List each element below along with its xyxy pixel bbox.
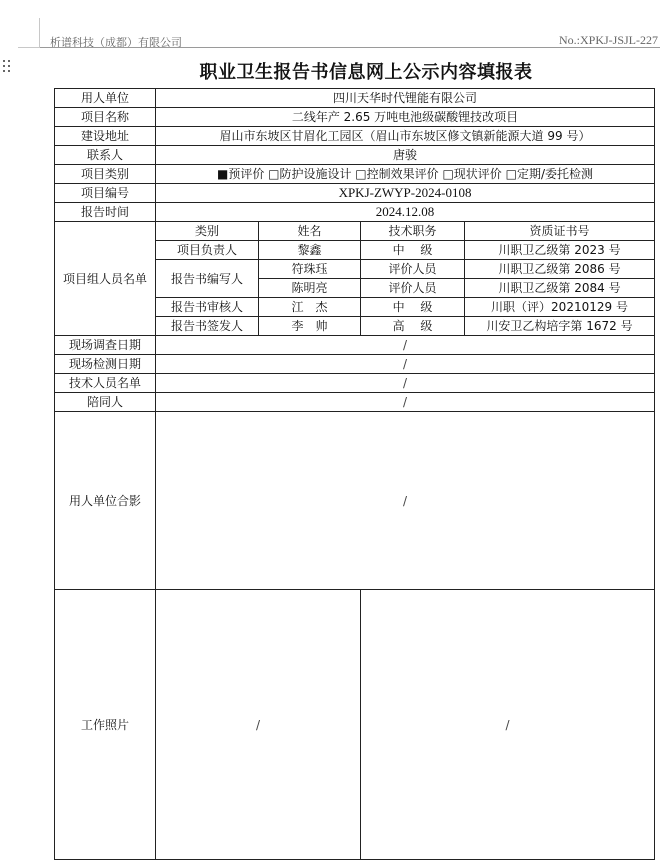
team-cert: 川职卫乙级第 2023 号 [465, 241, 655, 260]
row-group-photo [55, 412, 655, 590]
team-name: 黎鑫 [259, 241, 361, 260]
header-company: 析谱科技（成都）有限公司 [50, 36, 182, 49]
address-label: 建设地址 [55, 127, 156, 146]
work-photo-right: / [361, 590, 655, 860]
header-doc-number: No.:XPKJ-JSJL-227 [558, 33, 658, 47]
team-cert: 川职（评）20210129 号 [465, 298, 655, 317]
report-date-label: 报告时间 [55, 203, 156, 222]
work-photo-left: / [156, 590, 361, 860]
team-name: 江 杰 [259, 298, 361, 317]
technicians-label: 技术人员名单 [55, 374, 156, 393]
document-title: 职业卫生报告书信息网上公示内容填报表 [199, 62, 533, 83]
survey-date-value: / [156, 336, 655, 355]
row-work-photos [55, 590, 655, 860]
team-cert: 川职卫乙级第 2084 号 [465, 279, 655, 298]
row-project-name [55, 108, 655, 127]
form-table [54, 88, 655, 860]
team-cert: 川职卫乙级第 2086 号 [465, 260, 655, 279]
team-title: 中 级 [361, 298, 465, 317]
margin-corner-mark [39, 18, 40, 48]
test-date-label: 现场检测日期 [55, 355, 156, 374]
team-role: 报告书签发人 [156, 317, 259, 336]
report-date-value: 2024.12.08 [156, 203, 655, 222]
row-category [55, 165, 655, 184]
team-role: 报告书编写人 [156, 260, 259, 298]
team-header-row [55, 222, 655, 241]
team-name: 李 帅 [259, 317, 361, 336]
row-employer [55, 89, 655, 108]
test-date-value: / [156, 355, 655, 374]
contact-label: 联系人 [55, 146, 156, 165]
team-title: 高 级 [361, 317, 465, 336]
team-cert: 川安卫乙构培字第 1672 号 [465, 317, 655, 336]
group-photo-label: 用人单位合影 [55, 412, 156, 590]
row-project-number [55, 184, 655, 203]
team-header-role: 类别 [156, 222, 259, 241]
team-title: 评价人员 [361, 260, 465, 279]
row-technicians [55, 374, 655, 393]
team-title: 评价人员 [361, 279, 465, 298]
row-survey-date [55, 336, 655, 355]
row-escort [55, 393, 655, 412]
team-name: 符珠珏 [259, 260, 361, 279]
group-photo-area: / [156, 412, 655, 590]
row-address [55, 127, 655, 146]
team-title: 中 级 [361, 241, 465, 260]
category-label: 项目类别 [55, 165, 156, 184]
escort-label: 陪同人 [55, 393, 156, 412]
project-name-value: 二线年产 2.65 万吨电池级碳酸锂技改项目 [156, 108, 655, 127]
technicians-value: / [156, 374, 655, 393]
escort-value: / [156, 393, 655, 412]
team-name: 陈明亮 [259, 279, 361, 298]
project-number-value: XPKJ-ZWYP-2024-0108 [156, 184, 655, 203]
team-header-cert: 资质证书号 [465, 222, 655, 241]
row-test-date [55, 355, 655, 374]
employer-label: 用人单位 [55, 89, 156, 108]
row-report-date [55, 203, 655, 222]
work-photos-label: 工作照片 [55, 590, 156, 860]
address-value: 眉山市东坡区甘眉化工园区（眉山市东坡区修文镇新能源大道 99 号） [156, 127, 655, 146]
header-divider [40, 47, 660, 48]
margin-corner-mark [18, 47, 40, 48]
team-role: 报告书审核人 [156, 298, 259, 317]
team-header-name: 姓名 [259, 222, 361, 241]
project-number-label: 项目编号 [55, 184, 156, 203]
row-contact [55, 146, 655, 165]
survey-date-label: 现场调查日期 [55, 336, 156, 355]
project-name-label: 项目名称 [55, 108, 156, 127]
contact-value: 唐骏 [156, 146, 655, 165]
team-header-title: 技术职务 [361, 222, 465, 241]
category-checkboxes[interactable]: ■预评价 □防护设施设计 □控制效果评价 □现状评价 □定期/委托检测 [156, 165, 655, 184]
team-role: 项目负责人 [156, 241, 259, 260]
team-label: 项目组人员名单 [55, 222, 156, 336]
employer-value: 四川天华时代锂能有限公司 [156, 89, 655, 108]
